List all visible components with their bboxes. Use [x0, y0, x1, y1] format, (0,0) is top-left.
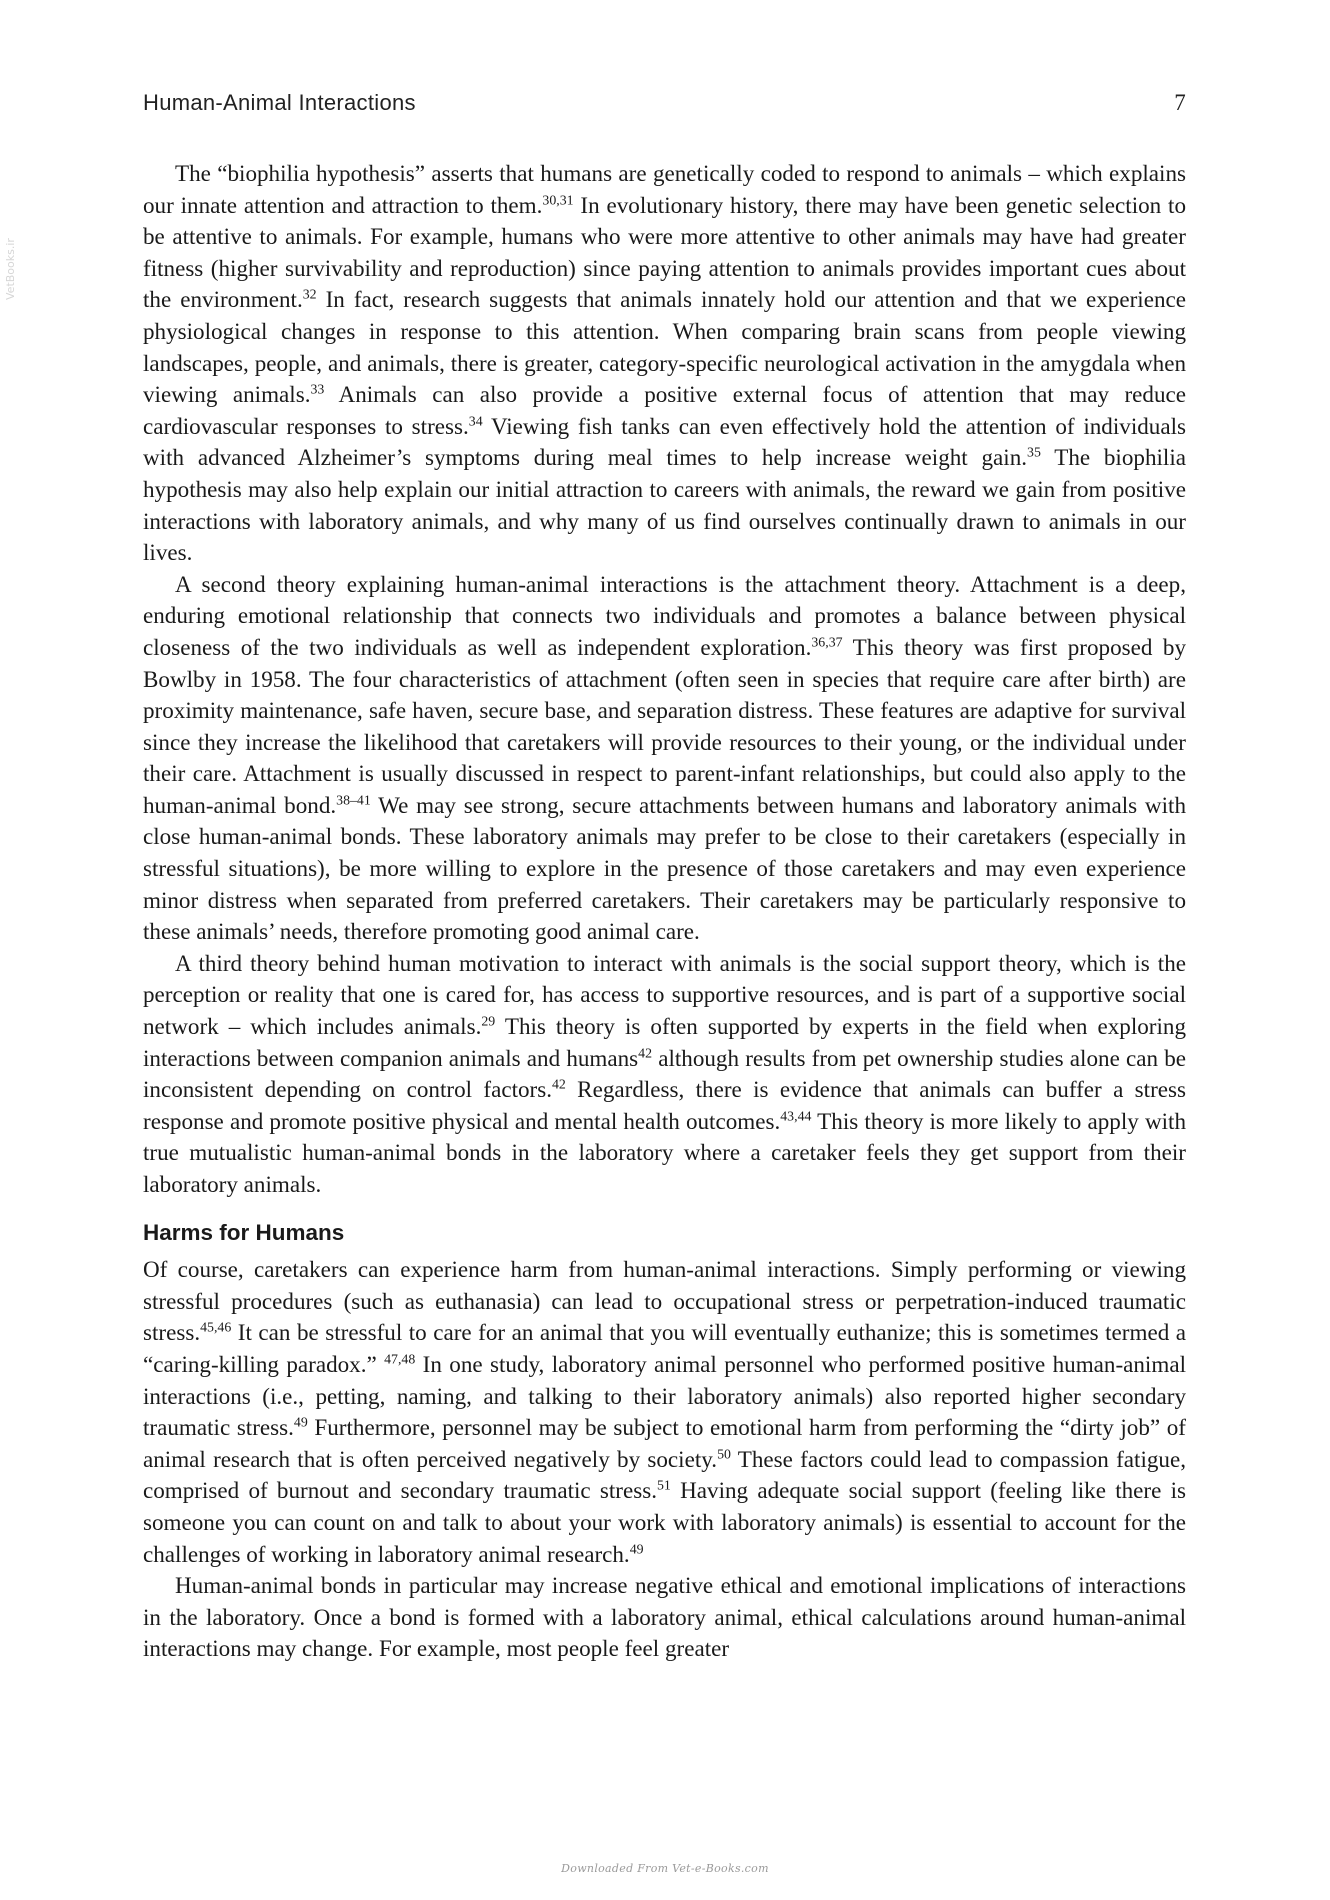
text-run: This theory is more likely to apply with true mutualistic human-animal bonds in the laboratory where a caretaker feels they get support from their laboratory animals. — [143, 1107, 1186, 1197]
citation: 36,37 — [811, 634, 843, 650]
citation: 38–41 — [336, 792, 371, 808]
text-run: In fact, research suggests that animals innately hold our attention and that we experience physiological changes in response to this attention. When comparing brain scans from people viewing landscapes, people, and animals, there is greater, category-specific neurological activation in the amygdala when viewing animals. — [143, 286, 1186, 408]
text-run: Animals can also provide a positive external focus of attention that may reduce cardiovascular responses to stress. — [143, 381, 1187, 439]
running-title: Human-Animal Interactions — [143, 90, 416, 115]
text-run: A second theory explaining human-animal interactions is the attachment theory. Attachment is a deep, enduring emotional relationship that connects two individuals and promotes a balance between physical closeness of the two individuals as well as independent exploration. — [143, 570, 1186, 660]
text-run: Regardless, there is evidence that animals can buffer a stress response and promote positive physical and mental health outcomes. — [143, 1076, 1186, 1134]
citation: 32 — [302, 286, 317, 302]
text-run: Viewing fish tanks can even effectively hold the attention of individuals with advanced Alzheimer’s symptoms during meal times to help increase weight gain. — [143, 412, 1186, 471]
paragraph-attachment — [143, 569, 1186, 948]
text-run: These factors could lead to compassion fatigue, comprised of burnout and secondary traumatic stress. — [143, 1445, 1186, 1504]
citation: 42 — [551, 1076, 566, 1092]
citation: 43,44 — [780, 1108, 812, 1124]
text-run: Of course, caretakers can experience harm from human-animal interactions. Simply performing or viewing stressful procedures (such as euthanasia) can lead to occupational stress or perpetration-induced traumatic stress. — [143, 1256, 1186, 1346]
running-header — [143, 90, 1186, 116]
paragraph-biophilia — [143, 158, 1186, 569]
paragraph-harms — [143, 1254, 1186, 1570]
citation: 30,31 — [542, 192, 574, 208]
citation: 33 — [310, 381, 325, 397]
text-run: It can be stressful to care for an animal that you will eventually euthanize; this is sometimes termed a “caring-killing paradox.” — [143, 1319, 1186, 1377]
citation: 47,48 — [384, 1351, 416, 1367]
citation: 49 — [293, 1414, 308, 1430]
text-run: Human-animal bonds in particular may increase negative ethical and emotional implications of interactions in the laboratory. Once a bond is formed with a laboratory animal, ethical calculations around human-animal interactions may change. For example, most people feel greater — [143, 1572, 1186, 1662]
text-run: Having adequate social support (feeling like there is someone you can count on and talk to about your work with laboratory animals) is essential to account for the challenges of working in laboratory animal research. — [143, 1477, 1186, 1567]
text-run: The “biophilia hypothesis” asserts that humans are genetically coded to respond to animals – which explains our innate attention and attraction to them. — [143, 160, 1186, 218]
text-run: In one study, laboratory animal personnel who performed positive human-animal interactions (i.e., petting, naming, and talking to their laboratory animals) also reported higher secondary traumatic stress. — [143, 1350, 1186, 1441]
footer-watermark: Downloaded From Vet-e-Books.com — [561, 1862, 769, 1875]
text-run: although results from pet ownership studies alone can be inconsistent depending on control factors. — [143, 1044, 1187, 1103]
text-run: This theory is often supported by experts in the field when exploring interactions between companion animals and humans — [143, 1013, 1186, 1071]
side-watermark: VetBooks.ir — [4, 238, 17, 300]
citation: 49 — [629, 1540, 644, 1556]
citation: 50 — [717, 1446, 731, 1462]
page-number: 7 — [1174, 90, 1186, 115]
body-text — [143, 158, 1186, 1665]
citation: 45,46 — [200, 1319, 232, 1335]
citation: 42 — [638, 1045, 653, 1061]
citation: 51 — [657, 1477, 671, 1493]
text-run: Furthermore, personnel may be subject to emotional harm from performing the “dirty job” of animal research that is often perceived negatively by society. — [143, 1414, 1186, 1472]
paragraph-social-support — [143, 948, 1186, 1201]
text-run: The biophilia hypothesis may also help explain our initial attraction to careers with animals, the reward we gain from positive interactions with laboratory animals, and why many of us find ourselves continually drawn to animals in our lives. — [143, 444, 1186, 566]
citation: 35 — [1027, 444, 1041, 460]
text-run: In evolutionary history, there may have been genetic selection to be attentive to animals. For example, humans who were more attentive to other animals may have had greater fitness (higher survivability and reproduction) since paying attention to animals provides important cues about the environment. — [143, 191, 1186, 313]
paragraph-bonds — [143, 1570, 1186, 1665]
text-run: A third theory behind human motivation to interact with animals is the social support theory, which is the perception or reality that one is cared for, has access to supportive resources, and is part of a supportive social network – which includes animals. — [143, 949, 1186, 1040]
citation: 29 — [481, 1013, 496, 1029]
text-run: We may see strong, secure attachments between humans and laboratory animals with close human-animal bonds. These laboratory animals may prefer to be close to their caretakers (especially in stressful situations), be more willing to explore in the presence of those caretakers and may even experience minor distress when separated from preferred caretakers. Their caretakers may be particularly responsive to these animals’ needs, therefore promoting good animal care. — [143, 791, 1186, 945]
section-heading: Harms for Humans — [143, 1219, 345, 1245]
text-run: This theory was first proposed by Bowlby in 1958. The four characteristics of attachment (often seen in species that require care after birth) are proximity maintenance, safe haven, secure base, and separation distress. These features are adaptive for survival since they increase the likelihood that caretakers will provide resources to their young, or the individual under their care. Attachment is usually discussed in respect to parent-infant relationships, but could also apply to the human-animal bond. — [143, 633, 1186, 818]
citation: 34 — [468, 413, 483, 429]
